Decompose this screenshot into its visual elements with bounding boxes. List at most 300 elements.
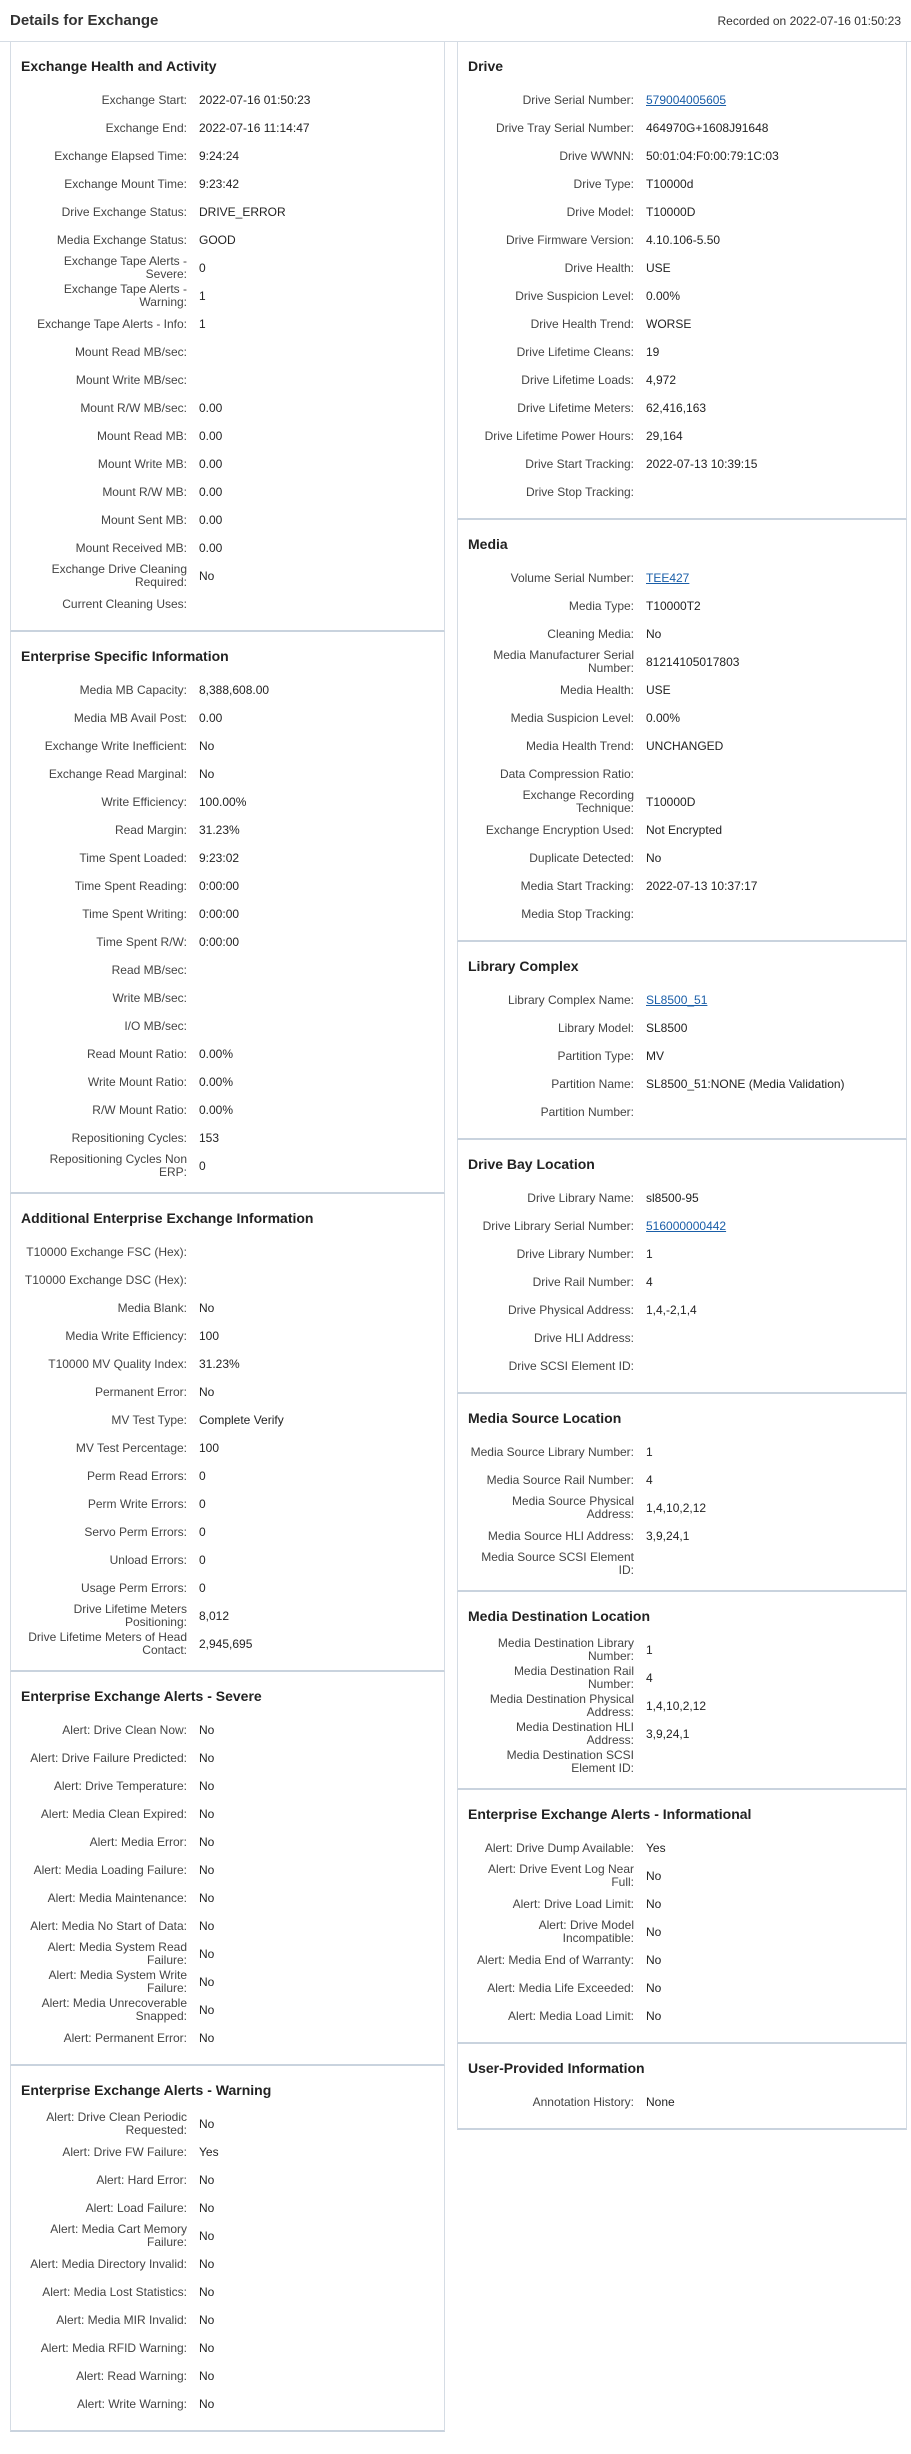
field-row-servo-perm-errors [21, 1518, 434, 1546]
field-label: Drive Rail Number: [532, 1274, 634, 1289]
field-value: No [646, 1897, 662, 1911]
field-value: T10000d [646, 177, 694, 191]
field-value: Yes [646, 1841, 666, 1855]
field-value: No [199, 2031, 215, 2045]
field-label: Media Source HLI Address: [487, 1528, 634, 1543]
field-value-link[interactable]: 516000000442 [646, 1219, 727, 1233]
field-value: 100 [199, 1441, 220, 1455]
field-row-media-source-scsi-element-id [468, 1550, 896, 1578]
field-label: Perm Read Errors: [86, 1468, 187, 1483]
field-label: Partition Number: [540, 1104, 634, 1119]
field-label: Alert: Media Loading Failure: [33, 1862, 187, 1877]
field-value: sl8500-95 [646, 1191, 699, 1205]
field-value: 0.00 [199, 485, 223, 499]
field-label: Alert: Media Cart Memory Failure: [50, 2222, 187, 2249]
field-value: No [199, 2285, 215, 2299]
field-label: Alert: Media Lost Statistics: [42, 2284, 187, 2299]
field-row-time-spent-loaded [21, 844, 434, 872]
field-value: 0.00% [646, 289, 681, 303]
field-label: Alert: Drive Failure Predicted: [30, 1750, 187, 1765]
field-value: 1 [646, 1643, 653, 1657]
field-value: No [646, 1925, 662, 1939]
field-value-link[interactable]: TEE427 [646, 571, 690, 585]
field-row-drive-tray-serial-number [468, 114, 896, 142]
field-row-write-efficiency [21, 788, 434, 816]
field-label: Exchange Tape Alerts - Severe: [63, 254, 187, 281]
section-library-complex [457, 942, 907, 1140]
field-value: T10000D [646, 205, 696, 219]
field-label: Alert: Media End of Warranty: [477, 1952, 634, 1967]
field-value: No [199, 2201, 215, 2215]
field-label: Media Health Trend: [525, 738, 634, 753]
section-title: User-Provided Information [468, 2060, 645, 2076]
field-label: I/O MB/sec: [124, 1018, 187, 1033]
field-row-exchange-write-inefficient [21, 732, 434, 760]
field-row-media-blank [21, 1294, 434, 1322]
field-label: Exchange Start: [101, 92, 187, 107]
field-row-alert-media-lost-statistics [21, 2278, 434, 2306]
field-value: 31.23% [199, 1357, 240, 1371]
field-row-mv-test-percentage [21, 1434, 434, 1462]
field-label: Exchange Encryption Used: [485, 822, 634, 837]
field-row-perm-read-errors [21, 1462, 434, 1490]
section-title: Enterprise Exchange Alerts - Severe [21, 1688, 262, 1704]
field-row-time-spent-reading [21, 872, 434, 900]
field-row-drive-model [468, 198, 896, 226]
field-label: Alert: Media No Start of Data: [30, 1918, 187, 1933]
field-value: 4 [646, 1671, 653, 1685]
field-value: No [199, 1779, 215, 1793]
field-label: Alert: Drive Model Incompatible: [538, 1918, 634, 1945]
field-row-drive-firmware-version [468, 226, 896, 254]
field-row-library-model [468, 1014, 896, 1042]
field-row-drive-lifetime-cleans [468, 338, 896, 366]
section-title: Media Destination Location [468, 1608, 651, 1624]
field-label: Duplicate Detected: [529, 850, 634, 865]
section-drive [457, 42, 907, 520]
field-label: Alert: Media MIR Invalid: [56, 2312, 187, 2327]
field-label: Drive Suspicion Level: [515, 288, 634, 303]
field-row-drive-suspicion-level [468, 282, 896, 310]
field-value: No [199, 2397, 215, 2411]
field-row-permanent-error [21, 1378, 434, 1406]
field-label: Usage Perm Errors: [80, 1580, 187, 1595]
field-label: Alert: Media RFID Warning: [40, 2340, 187, 2355]
field-value: No [646, 1869, 662, 1883]
field-row-exchange-start [21, 86, 434, 114]
field-label: Drive Type: [573, 176, 634, 191]
field-label: Alert: Hard Error: [96, 2172, 187, 2187]
field-label: Drive WWNN: [559, 148, 634, 163]
field-label: Alert: Media Life Exceeded: [487, 1980, 634, 1995]
field-value: No [199, 569, 215, 583]
field-value: T10000T2 [646, 599, 701, 613]
field-value: 0 [199, 1159, 206, 1173]
field-row-unload-errors [21, 1546, 434, 1574]
field-value: 1 [646, 1445, 653, 1459]
field-value: 153 [199, 1131, 220, 1145]
field-value: 1 [646, 1247, 653, 1261]
field-row-exchange-drive-cleaning-required [21, 562, 434, 590]
field-value: No [199, 1301, 215, 1315]
field-value: 0.00% [199, 1103, 234, 1117]
field-row-exchange-tape-alerts-info [21, 310, 434, 338]
field-value: 4 [646, 1275, 653, 1289]
field-value: 1 [199, 317, 206, 331]
field-label: Media Source Library Number: [470, 1444, 634, 1459]
field-label: Media Type: [568, 598, 634, 613]
field-label: Library Model: [557, 1020, 634, 1035]
field-row-read-margin [21, 816, 434, 844]
field-row-library-complex-name [468, 986, 896, 1014]
field-row-alert-drive-failure-predicted [21, 1744, 434, 1772]
field-label: Drive Firmware Version: [505, 232, 634, 247]
field-label: Alert: Write Warning: [76, 2396, 187, 2411]
field-label: Media Stop Tracking: [521, 906, 634, 921]
field-row-exchange-encryption-used [468, 816, 896, 844]
field-row-mv-test-type [21, 1406, 434, 1434]
field-row-media-mb-avail-post [21, 704, 434, 732]
field-row-drive-lifetime-loads [468, 366, 896, 394]
field-value: 0.00 [199, 541, 223, 555]
field-value: 8,012 [199, 1609, 230, 1623]
field-label: Media Source SCSI Element ID: [481, 1550, 634, 1577]
field-value: 2,945,695 [199, 1637, 253, 1651]
field-row-usage-perm-errors [21, 1574, 434, 1602]
field-value: No [199, 2341, 215, 2355]
field-label: Media Destination HLI Address: [515, 1720, 634, 1747]
field-value: 81214105017803 [646, 655, 740, 669]
field-row-media-source-hli-address [468, 1522, 896, 1550]
field-label: Media Start Tracking: [520, 878, 634, 893]
field-value: 9:24:24 [199, 149, 240, 163]
field-value: No [199, 2173, 215, 2187]
field-row-alert-drive-clean-now [21, 1716, 434, 1744]
field-label: Drive Library Serial Number: [482, 1218, 634, 1233]
field-value: No [199, 2229, 215, 2243]
field-value: 2022-07-13 10:39:15 [646, 457, 758, 471]
field-value: No [646, 1953, 662, 1967]
field-row-mount-sent-mb [21, 506, 434, 534]
field-row-drive-scsi-element-id [468, 1352, 896, 1380]
field-label: Partition Name: [551, 1076, 634, 1091]
field-label: Alert: Load Failure: [85, 2200, 187, 2215]
section-exchange-health-and-activity [10, 42, 445, 632]
left-column [10, 42, 445, 2432]
field-row-media-source-library-number [468, 1438, 896, 1466]
field-value: No [199, 1723, 215, 1737]
section-media [457, 520, 907, 942]
field-value-link[interactable]: 579004005605 [646, 93, 727, 107]
field-row-alert-hard-error [21, 2166, 434, 2194]
field-label: Volume Serial Number: [510, 570, 634, 585]
field-row-alert-media-end-of-warranty [468, 1946, 896, 1974]
field-label: MV Test Percentage: [75, 1440, 187, 1455]
field-label: Exchange End: [105, 120, 187, 135]
field-row-drive-lifetime-meters [468, 394, 896, 422]
field-row-alert-media-mir-invalid [21, 2306, 434, 2334]
field-row-t10000-exchange-dsc-hex [21, 1266, 434, 1294]
field-label: Mount Read MB: [96, 428, 187, 443]
field-row-repositioning-cycles [21, 1124, 434, 1152]
field-row-drive-exchange-status [21, 198, 434, 226]
field-label: Mount Write MB/sec: [75, 372, 187, 387]
field-row-mount-received-mb [21, 534, 434, 562]
field-row-mount-r-w-mb [21, 478, 434, 506]
field-value: No [199, 1891, 215, 1905]
field-value: No [199, 1835, 215, 1849]
field-row-i-o-mb-sec [21, 1012, 434, 1040]
recorded-timestamp: Recorded on 2022-07-16 01:50:23 [717, 13, 901, 28]
field-value: 2022-07-16 11:14:47 [199, 121, 310, 135]
field-row-media-write-efficiency [21, 1322, 434, 1350]
field-label: Alert: Drive Clean Periodic Requested: [46, 2110, 187, 2137]
field-row-drive-wwnn [468, 142, 896, 170]
field-value: No [199, 1807, 215, 1821]
field-row-alert-permanent-error [21, 2024, 434, 2052]
field-row-write-mount-ratio [21, 1068, 434, 1096]
field-label: Mount R/W MB: [102, 484, 187, 499]
field-row-exchange-tape-alerts-warning [21, 282, 434, 310]
field-value: 464970G+1608J91648 [646, 121, 769, 135]
field-label: Alert: Drive Dump Available: [484, 1840, 634, 1855]
field-value: 0:00:00 [199, 907, 240, 921]
field-label: Exchange Tape Alerts - Warning: [63, 282, 187, 309]
section-title: Additional Enterprise Exchange Information [21, 1210, 314, 1226]
field-label: Data Compression Ratio: [499, 766, 634, 781]
field-row-partition-type [468, 1042, 896, 1070]
field-row-alert-drive-event-log-near-full [468, 1862, 896, 1890]
field-value: 0 [199, 1553, 206, 1567]
field-value: DRIVE_ERROR [199, 205, 286, 219]
field-value: 2022-07-13 10:37:17 [646, 879, 758, 893]
field-label: Time Spent Writing: [82, 906, 187, 921]
field-label: Unload Errors: [109, 1552, 187, 1567]
field-value: 50:01:04:F0:00:79:1C:03 [646, 149, 779, 163]
field-label: Media Health: [559, 682, 634, 697]
field-value: 29,164 [646, 429, 683, 443]
field-value: No [646, 2009, 662, 2023]
field-label: Repositioning Cycles: [71, 1130, 187, 1145]
field-row-media-mb-capacity [21, 676, 434, 704]
field-row-current-cleaning-uses [21, 590, 434, 618]
field-label: Read Margin: [114, 822, 187, 837]
field-label: Alert: Drive Load Limit: [512, 1896, 634, 1911]
field-label: Exchange Drive Cleaning Required: [51, 562, 187, 589]
field-label: Current Cleaning Uses: [62, 596, 187, 611]
field-label: Mount Received MB: [75, 540, 187, 555]
field-label: T10000 MV Quality Index: [48, 1356, 187, 1371]
field-value: 0.00 [199, 513, 223, 527]
field-value: No [199, 767, 215, 781]
field-row-mount-write-mb-sec [21, 366, 434, 394]
field-row-time-spent-r-w [21, 928, 434, 956]
field-label: Exchange Tape Alerts - Info: [37, 316, 187, 331]
field-label: Drive Lifetime Meters Positioning: [73, 1602, 187, 1629]
field-label: Read MB/sec: [111, 962, 187, 977]
field-label: Permanent Error: [94, 1384, 187, 1399]
field-label: Media Write Efficiency: [65, 1328, 187, 1343]
field-value: 0.00% [646, 711, 681, 725]
field-row-media-destination-hli-address [468, 1720, 896, 1748]
section-user-provided-information [457, 2044, 907, 2130]
field-label: Drive Health: [564, 260, 634, 275]
field-label: Drive Library Number: [516, 1246, 634, 1261]
field-row-exchange-recording-technique [468, 788, 896, 816]
field-row-t10000-mv-quality-index [21, 1350, 434, 1378]
field-label: Drive Library Name: [527, 1190, 634, 1205]
field-label: Drive Stop Tracking: [525, 484, 634, 499]
field-value: 0:00:00 [199, 935, 240, 949]
field-row-alert-media-rfid-warning [21, 2334, 434, 2362]
field-row-alert-media-system-write-failure [21, 1968, 434, 1996]
field-value: Not Encrypted [646, 823, 723, 837]
field-value: 2022-07-16 01:50:23 [199, 93, 311, 107]
field-label: Media Destination Rail Number: [513, 1664, 634, 1691]
field-label: Repositioning Cycles Non ERP: [49, 1152, 187, 1179]
field-value: 0.00 [199, 457, 223, 471]
field-value: 100.00% [199, 795, 247, 809]
field-row-cleaning-media [468, 620, 896, 648]
section-title: Library Complex [468, 958, 579, 974]
field-row-alert-media-life-exceeded [468, 1974, 896, 2002]
field-row-exchange-read-marginal [21, 760, 434, 788]
field-row-drive-physical-address [468, 1296, 896, 1324]
field-row-repositioning-cycles-non-erp [21, 1152, 434, 1180]
field-row-exchange-end [21, 114, 434, 142]
field-row-media-destination-library-number [468, 1636, 896, 1664]
field-row-drive-type [468, 170, 896, 198]
field-row-alert-drive-load-limit [468, 1890, 896, 1918]
field-row-r-w-mount-ratio [21, 1096, 434, 1124]
field-label: Write Mount Ratio: [87, 1074, 187, 1089]
section-title: Enterprise Exchange Alerts - Warning [21, 2082, 272, 2098]
field-value: 100 [199, 1329, 220, 1343]
field-row-alert-media-maintenance [21, 1884, 434, 1912]
field-value: 4,972 [646, 373, 677, 387]
field-value: No [199, 1385, 215, 1399]
field-row-drive-stop-tracking [468, 478, 896, 506]
field-row-drive-lifetime-meters-positioning [21, 1602, 434, 1630]
field-label: Drive Lifetime Meters: [517, 400, 634, 415]
field-row-mount-read-mb-sec [21, 338, 434, 366]
field-row-exchange-elapsed-time [21, 142, 434, 170]
field-value: 8,388,608.00 [199, 683, 270, 697]
page-header [0, 0, 911, 42]
field-row-media-suspicion-level [468, 704, 896, 732]
section-title: Drive [468, 58, 504, 74]
field-label: Drive Lifetime Loads: [521, 372, 634, 387]
field-label: Drive Lifetime Meters of Head Contact: [28, 1630, 187, 1657]
field-label: Drive SCSI Element ID: [508, 1358, 634, 1373]
field-label: Alert: Media System Read Failure: [47, 1940, 187, 1967]
field-value: 1 [199, 289, 206, 303]
section-enterprise-exchange-alerts-severe [10, 1672, 445, 2066]
field-label: Mount Read MB/sec: [74, 344, 187, 359]
field-label: Alert: Read Warning: [76, 2368, 187, 2383]
field-row-drive-hli-address [468, 1324, 896, 1352]
field-row-media-destination-scsi-element-id [468, 1748, 896, 1776]
section-title: Enterprise Exchange Alerts - Informational [468, 1806, 752, 1822]
field-label: Drive Tray Serial Number: [495, 120, 634, 135]
field-value: 0 [199, 1469, 206, 1483]
field-value: None [646, 2095, 675, 2109]
field-value: Complete Verify [199, 1413, 284, 1427]
field-label: Drive HLI Address: [533, 1330, 634, 1345]
field-value-link[interactable]: SL8500_51 [646, 993, 708, 1007]
field-value: 3,9,24,1 [646, 1529, 690, 1543]
field-row-read-mount-ratio [21, 1040, 434, 1068]
field-value: No [199, 1975, 215, 1989]
field-value: 0.00% [199, 1075, 234, 1089]
field-value: 1,4,10,2,12 [646, 1699, 707, 1713]
field-value: Yes [199, 2145, 219, 2159]
field-value: 31.23% [199, 823, 240, 837]
field-row-alert-media-load-limit [468, 2002, 896, 2030]
field-label: Media Source Physical Address: [511, 1494, 634, 1521]
field-label: Drive Lifetime Cleans: [516, 344, 634, 359]
field-row-drive-library-number [468, 1240, 896, 1268]
field-row-media-source-rail-number [468, 1466, 896, 1494]
field-row-alert-media-no-start-of-data [21, 1912, 434, 1940]
field-row-media-manufacturer-serial-number [468, 648, 896, 676]
field-value: 0 [199, 1525, 206, 1539]
field-label: Servo Perm Errors: [84, 1524, 187, 1539]
section-enterprise-exchange-alerts-warning [10, 2066, 445, 2432]
field-row-alert-drive-dump-available [468, 1834, 896, 1862]
field-value: No [199, 2003, 215, 2017]
field-label: Media Manufacturer Serial Number: [493, 648, 634, 675]
field-row-duplicate-detected [468, 844, 896, 872]
field-value: SL8500 [646, 1021, 688, 1035]
section-drive-bay-location [457, 1140, 907, 1394]
field-label: T10000 Exchange FSC (Hex): [26, 1244, 187, 1259]
field-label: Time Spent R/W: [96, 934, 187, 949]
section-media-destination-location [457, 1592, 907, 1790]
field-row-media-exchange-status [21, 226, 434, 254]
field-label: Media Exchange Status: [56, 232, 187, 247]
page-title: Details for Exchange [10, 12, 159, 29]
field-label: Drive Serial Number: [522, 92, 634, 107]
field-row-media-health-trend [468, 732, 896, 760]
field-row-alert-drive-fw-failure [21, 2138, 434, 2166]
field-value: No [199, 739, 215, 753]
field-label: Mount Write MB: [97, 456, 187, 471]
field-label: Alert: Permanent Error: [63, 2030, 187, 2045]
field-row-media-stop-tracking [468, 900, 896, 928]
field-label: Media Destination Library Number: [497, 1636, 634, 1663]
field-label: Alert: Drive Clean Now: [62, 1722, 187, 1737]
field-value: 4.10.106-5.50 [646, 233, 721, 247]
field-value: 0:00:00 [199, 879, 240, 893]
field-label: Perm Write Errors: [87, 1496, 187, 1511]
field-label: Alert: Drive Event Log Near Full: [487, 1862, 634, 1889]
field-row-exchange-mount-time [21, 170, 434, 198]
field-label: Alert: Media Clean Expired: [40, 1806, 187, 1821]
field-value: 0.00 [199, 401, 223, 415]
field-label: Alert: Drive FW Failure: [62, 2144, 187, 2159]
section-title: Media [468, 536, 508, 552]
field-label: MV Test Type: [111, 1412, 187, 1427]
section-title: Exchange Health and Activity [21, 58, 217, 74]
field-value: 19 [646, 345, 660, 359]
field-row-partition-number [468, 1098, 896, 1126]
field-row-t10000-exchange-fsc-hex [21, 1238, 434, 1266]
field-row-media-health [468, 676, 896, 704]
field-label: Alert: Media System Write Failure: [48, 1968, 187, 1995]
field-label: Media MB Avail Post: [73, 710, 187, 725]
field-label: Alert: Media Error: [89, 1834, 187, 1849]
